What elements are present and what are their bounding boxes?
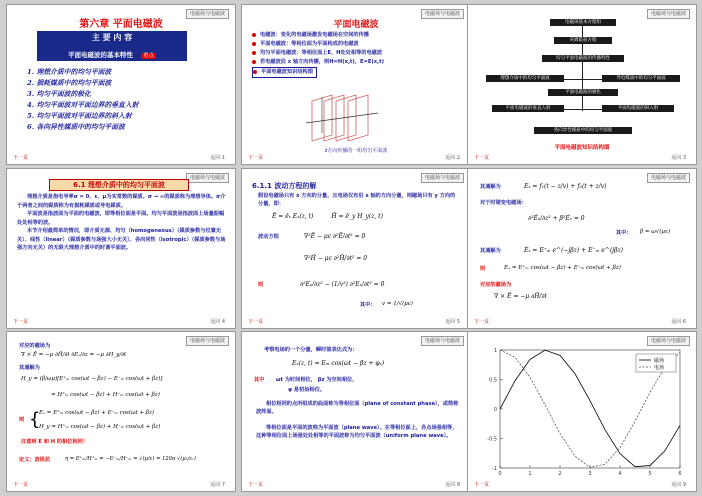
- x-tick-label: 1: [528, 471, 532, 477]
- y-tick-label: -1: [492, 466, 497, 472]
- topic-item[interactable]: 1. 理想介质中的均匀平面波: [27, 68, 112, 76]
- box-title: 主 要 内 容: [91, 33, 133, 42]
- key-badge: 重点: [143, 53, 155, 59]
- prev-page-link[interactable]: 下一页: [248, 482, 264, 488]
- return-link[interactable]: 返回 9: [671, 482, 686, 488]
- definition-label: 定义：波阻抗: [19, 457, 51, 463]
- content-box: [37, 31, 187, 61]
- flow-node-basic-equations: 电磁场基本方程组: [550, 19, 616, 26]
- legend-label: 电场: [654, 365, 665, 371]
- wave-speed-formula: v = 1/√(με): [382, 301, 413, 307]
- y-tick-label: 0.5: [489, 377, 497, 384]
- uniform-plane-wave-paragraph: 等相位面是平面的波称为平面波（plane wave）。在等相位面上，各点场强相等，这种等相位面上场强处处相等的平面波称为均匀平面波（uniform plane wave）。: [256, 425, 458, 439]
- same-phase-note: 注意到 E 和 H 的相位相同！: [21, 439, 88, 445]
- phase-explanation-1: ωt 为时间相位， βz 为空间相位，: [276, 377, 358, 383]
- slide-tag: 电磁场与电磁波: [421, 336, 464, 346]
- bullet-structure-link[interactable]: 平面电磁波知识结构图: [252, 67, 317, 78]
- diagram-caption: z方向传播的一组均匀平面波: [324, 148, 388, 154]
- flow-node-helmholtz: 亥姆霍兹方程: [554, 37, 612, 44]
- flow-node-propagation: 均匀平面电磁波的传播特性: [542, 55, 624, 62]
- prev-page-link[interactable]: 下一页: [474, 319, 490, 325]
- bullet-plane-wave: 平面电磁波：等相位面为平面构成的电磁波: [252, 40, 466, 49]
- return-link[interactable]: 返回 1: [210, 155, 225, 161]
- flow-node-normal-incidence: 平面电磁波的垂直入射: [492, 105, 564, 112]
- return-link[interactable]: 返回 7: [210, 482, 225, 488]
- prev-page-link[interactable]: 下一页: [248, 155, 264, 161]
- ideal-medium-paragraph: 理想介质是指电导率σ = 0，ε、μ为实常数的媒质。σ → ∞的媒质称为理想导体。σ介于两者之间的媒质称为有损耗媒质或导电媒质。: [17, 194, 226, 209]
- faraday-formula: ∇ × Ē = −μ ∂H̄/∂t: [494, 293, 547, 300]
- general-solution-label-2: 其通解为: [480, 248, 501, 254]
- slide-tag: 电磁场与电磁波: [186, 9, 229, 19]
- prev-page-link[interactable]: 下一页: [474, 482, 490, 488]
- return-link[interactable]: 返回 3: [671, 155, 686, 161]
- slide-4: [6, 168, 236, 329]
- where-label: 其中：: [360, 302, 376, 308]
- then-label: 则: [19, 417, 25, 423]
- hy-formula: H_y = H⁺ₘ cos(ωt − βz) + H⁻ₘ cos(ωt + βz): [39, 424, 161, 430]
- prev-page-link[interactable]: 下一页: [13, 482, 29, 488]
- slide-6: [467, 168, 697, 329]
- topic-list: [27, 67, 232, 133]
- wave-equation-label: 波动方程: [258, 234, 279, 240]
- assumption-text: 假设电磁场只有 x 方向的分量，且电场仅有沿 x 轴的方向分量，则磁场只有 y 方向的分量，即：: [258, 193, 456, 207]
- h-field-form: H̄ = ē_y H_y(z, t): [331, 213, 383, 220]
- slide-tag: 电磁场与电磁波: [647, 9, 690, 19]
- slide-7: [6, 331, 236, 492]
- flow-node-polarization: 平面电磁波的极化: [548, 89, 618, 96]
- where-label: 其中: [254, 377, 265, 383]
- slide-8: [241, 331, 471, 492]
- slide-tag: 电磁场与电磁波: [647, 173, 690, 183]
- constant-phase-paragraph: 相位相同的点所组成的曲面称为等相位面（plane of constant phase），或简称波阵面。: [256, 401, 459, 415]
- topic-item[interactable]: 4. 均匀平面波对平面边界的垂直入射: [27, 101, 139, 109]
- y-tick-label: 1: [493, 348, 497, 354]
- slide-tag: 电磁场与电磁波: [421, 9, 464, 19]
- where-label: 其中：: [616, 230, 632, 236]
- topic-item[interactable]: 2. 损耗媒质中的均匀平面波: [27, 79, 112, 87]
- magnetic-field-label: 对应的磁场为: [480, 282, 512, 288]
- wave-equation-h: ∇²H̄ − με ∂²H̄/∂t² = 0: [304, 255, 368, 262]
- bullet-x-direction: 若电磁波沿 x 轴方向传播，则H=H(x,t)，E=E(x,t): [252, 58, 466, 67]
- time-harmonic-label: 对于时谐变电磁场：: [480, 200, 527, 206]
- subsection-title: 6.1.1 波动方程的解: [252, 182, 317, 190]
- wave-impedance-formula: η = E⁺ₘ/H⁺ₘ = −E⁻ₘ/H⁻ₘ = √(μ/ε) = 120π √(μᵣ/εᵣ): [65, 456, 196, 462]
- instantaneous-intro: 考察电场的一个分量，瞬时值表达式为：: [264, 347, 358, 353]
- slide-5: [241, 168, 471, 329]
- flow-node-oblique-incidence: 平面电磁波的斜入射: [602, 105, 674, 112]
- helmholtz-formula: ∂²Ėₓ/∂z² + β²Ėₓ = 0: [528, 215, 585, 222]
- general-solution-formula: Eₓ = f₁(t − z/v) + f₂(t + z/v): [524, 183, 607, 190]
- x-tick-label: 5: [648, 471, 652, 477]
- flow-node-ideal-medium: 理想介质中的均匀平面波: [486, 75, 564, 82]
- prev-page-link[interactable]: 下一页: [13, 155, 29, 161]
- x-tick-label: 0: [498, 471, 502, 477]
- prev-page-link[interactable]: 下一页: [13, 319, 29, 325]
- general-solution-label: 其通解为: [19, 365, 40, 371]
- instantaneous-formula: Eₓ = E⁺ₘ cos(ωt − βz) + E⁻ₘ cos(ωt + βz): [504, 265, 621, 271]
- prev-page-link[interactable]: 下一页: [474, 155, 490, 161]
- slide-title: 平面电磁波: [333, 20, 379, 30]
- slide-tag: 电磁场与电磁波: [421, 173, 464, 183]
- plane-wave-paragraph: 平面波是指波面为平面的电磁波，即等相位面是平面。均匀平面波是指波面上场量振幅处处相等的波。: [17, 211, 225, 226]
- slide-2: [241, 4, 471, 165]
- chapter-title: 第六章 平面电磁波: [79, 19, 163, 30]
- x-tick-label: 3: [588, 471, 592, 477]
- plane-wave-diagram: [302, 93, 382, 143]
- wave-equation-ex: ∂²Eₓ/∂z² − (1/v²) ∂²Eₓ/∂t² = 0: [300, 281, 385, 288]
- system-brace: {: [29, 409, 41, 430]
- phase-constant-formula: β = ω√(με): [640, 229, 671, 235]
- hy-solution-formula: H_y = (β/ωμ)[E⁺ₘ cos(ωt − βz) − E⁻ₘ cos(ωt + βz)]: [21, 376, 163, 382]
- flow-node-anisotropic: 各向异性媒质中的均匀平面波: [534, 127, 632, 134]
- section-scope-paragraph: 本节介绍最简单的情况，即介质无源、均匀（homogeneous）（媒质参数与位置无关）、线性（linear）（媒质参数与场强大小无关）、各向同性（isotropic）（媒质参数与场强方向无关）的无限大理想介质中的时谐平面波。: [17, 228, 226, 251]
- ex-formula: Eₓ = E⁺ₘ cos(ωt − βz) + E⁻ₘ cos(ωt + βz): [39, 410, 155, 416]
- return-link[interactable]: 返回 2: [445, 155, 460, 161]
- y-tick-label: -0.5: [487, 436, 497, 443]
- x-tick-label: 6: [678, 471, 682, 477]
- magnetic-field-label: 对应的磁场为: [19, 343, 51, 349]
- phasor-solution-formula: Ėₓ = E⁺ₘ e^(−jβz) + E⁻ₘ e^(jβz): [524, 247, 623, 254]
- topic-item[interactable]: 5. 均匀平面波对平面边界的斜入射: [27, 112, 132, 120]
- e-field-form: Ē = ēₓ Eₓ(z, t): [272, 213, 314, 220]
- prev-page-link[interactable]: 下一页: [248, 319, 264, 325]
- slide-9: [467, 331, 697, 492]
- return-link[interactable]: 返回 4: [210, 319, 225, 325]
- x-tick-label: 4: [618, 471, 622, 477]
- slide-3: [467, 4, 697, 165]
- return-link[interactable]: 返回 5: [445, 319, 460, 325]
- topic-item[interactable]: 6. 各向异性媒质中的均匀平面波: [27, 123, 125, 131]
- legend-label: 磁场: [654, 358, 665, 364]
- bullet-uniform-plane-wave: 均匀平面电磁波：等相位面上E、H处处相等的电磁波: [252, 49, 466, 58]
- y-tick-label: 0: [493, 407, 497, 413]
- wave-equation-e: ∇²Ē − με ∂²Ē/∂t² = 0: [304, 233, 366, 240]
- hy-simplified-formula: = H⁺ₘ cos(ωt − βz) + H⁻ₘ cos(ωt + βz): [51, 392, 160, 398]
- bullet-em-wave: 电磁波：变化的电磁场激发电磁场在空间的传播: [252, 31, 466, 40]
- box-subtitle: 平面电磁波的基本特性: [67, 51, 133, 59]
- faraday-component-formula: ∇ × Ē = −μ ∂H̄/∂t ∂Eₓ/∂z = −μ ∂H_y/∂t: [21, 352, 127, 358]
- general-solution-label: 其通解为: [480, 184, 501, 190]
- slide-tag: 电磁场与电磁波: [647, 336, 690, 346]
- slide-tag: 电磁场与电磁波: [186, 336, 229, 346]
- flow-node-conductive-medium: 导电媒质中的均匀平面波: [602, 75, 680, 82]
- return-link[interactable]: 返回 6: [671, 319, 686, 325]
- then-label: 则: [258, 282, 264, 288]
- return-link[interactable]: 返回 8: [445, 482, 460, 488]
- slide-tag: 电磁场与电磁波: [186, 173, 229, 183]
- topic-item[interactable]: 3. 均匀平面波的极化: [27, 90, 91, 98]
- phase-explanation-2: φ 是初始相位。: [288, 387, 325, 393]
- slide-1: [6, 4, 236, 165]
- instantaneous-formula: Eₓ(z, t) = Eₘ cos(ωt − βz + φₓ): [292, 360, 385, 367]
- then-label: 则: [480, 266, 486, 272]
- field-waveform-chart: [472, 342, 692, 482]
- structure-caption: 平面电磁波知识结构图: [554, 145, 610, 151]
- x-tick-label: 2: [558, 471, 562, 477]
- section-title: 6.1 理想介质中的均匀平面波: [49, 179, 189, 191]
